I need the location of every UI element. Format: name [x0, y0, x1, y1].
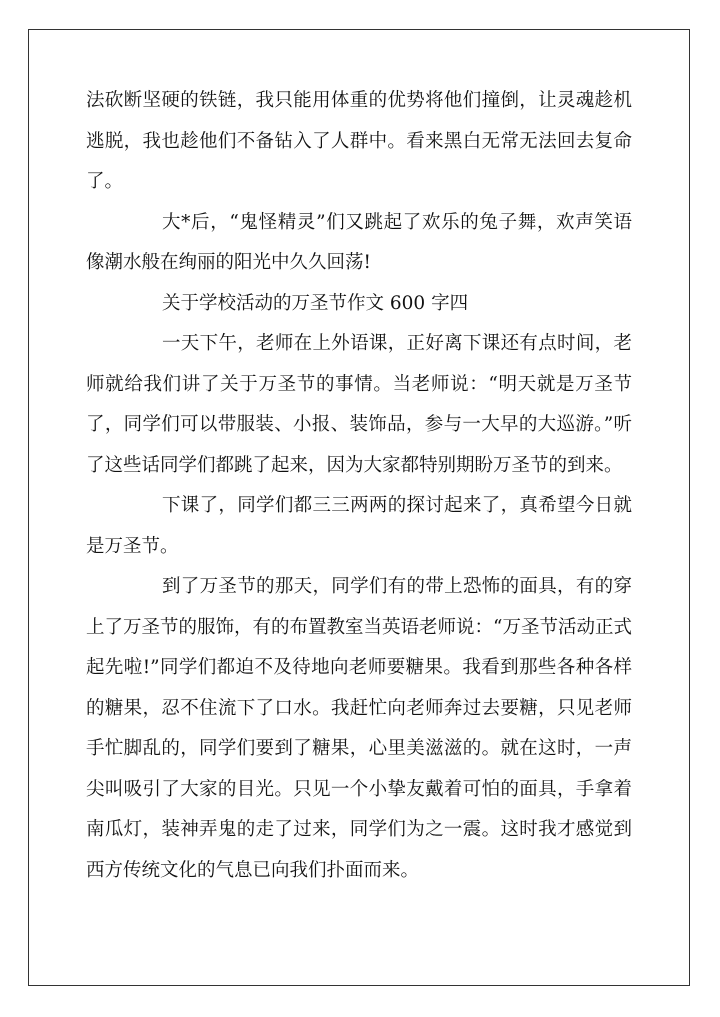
paragraph: 下课了，同学们都三三两两的探讨起来了，真希望今日就是万圣节。 [86, 495, 632, 557]
paragraph: 一天下午，老师在上外语课，正好离下课还有点时间，老师就给我们讲了关于万圣节的事情。当老师说：“明天就是万圣节了，同学们可以带服装、小报、装饰品，参与一大早的大巡游。”听了这些话同学们都跳了起来，因为大家都特别期盼万圣节的到来。 [86, 333, 632, 476]
document-body [86, 81, 632, 891]
paragraph: 到了万圣节的那天，同学们有的带上恐怖的面具，有的穿上了万圣节的服饰，有的布置教室当英语老师说：“万圣节活动正式起先啦!”同学们都迫不及待地向老师要糖果。我看到那些各种各样的糖果，忍不住流下了口水。我赶忙向老师奔过去要糖，只见老师手忙脚乱的，同学们要到了糖果，心里美滋滋的。就在这时，一声尖叫吸引了大家的目光。只见一个小挚友戴着可怕的面具，手拿着南瓜灯，装神弄鬼的走了过来，同学们为之一震。这时我才感觉到西方传统文化的气息已向我们扑面而来。 [86, 576, 632, 881]
paragraph: 大*后，“鬼怪精灵”们又跳起了欢乐的兔子舞，欢声笑语像潮水般在绚丽的阳光中久久回荡! [86, 211, 632, 273]
essay-heading: 关于学校活动的万圣节作文 600 字四 [162, 292, 469, 314]
paragraph-continuation: 法砍断坚硬的铁链，我只能用体重的优势将他们撞倒，让灵魂趁机逃脱，我也趁他们不备钻入了人群中。看来黑白无常无法回去复命了。 [86, 90, 632, 192]
